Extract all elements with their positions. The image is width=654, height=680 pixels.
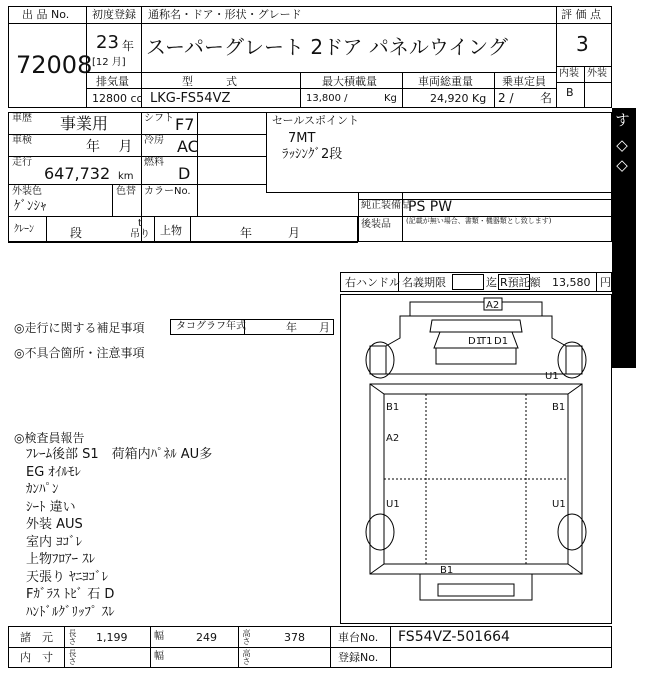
displacement-value: 12800 cc — [92, 92, 143, 105]
name-label: 通称名・ドア・形状・グレード — [148, 8, 302, 21]
color-no-label: カラーNo. — [144, 186, 191, 197]
crane-label: ｸﾚｰﾝ — [14, 224, 34, 235]
inspector-line: ｶﾝﾊﾟﾝ — [26, 482, 59, 497]
history-value: 事業用 — [60, 114, 109, 133]
recycle-deposit-unit: 円 — [600, 276, 611, 289]
score-label: 評 価 点 — [561, 8, 601, 21]
length-value: 1,199 — [96, 631, 128, 644]
chassis-value: FS54VZ-501664 — [398, 629, 510, 645]
lot-number: 72008 — [16, 51, 93, 79]
inspector-line: 外装 AUS — [26, 517, 83, 532]
interior-grade: B — [566, 86, 574, 99]
shift-label: シフト — [144, 113, 174, 124]
driving-notes-title: ◎走行に関する補足事項 — [14, 321, 145, 335]
exterior-grade-label: 外装 — [587, 68, 607, 79]
ac-value: AC — [177, 137, 199, 156]
mark-b1-rear: B1 — [440, 565, 454, 576]
equipment-value: PS PW — [408, 199, 453, 215]
capacity-label: 乗車定員 — [502, 75, 546, 88]
height-label: 高さ — [242, 629, 251, 645]
tachograph-value: 年 月 — [286, 321, 330, 334]
sales-point-1: 7MT — [288, 131, 316, 146]
shift-value: F7 — [175, 115, 195, 134]
name-change-label: 名義期限 — [402, 276, 446, 289]
mark-d1-left: D1 — [468, 336, 483, 347]
mark-u1-front-right: U1 — [545, 371, 559, 382]
chassis-label: 車台No. — [338, 631, 379, 644]
inspector-title: ◎検査員報告 — [14, 431, 85, 445]
mileage-unit: km — [118, 171, 134, 182]
inspector-line: 天張り ﾔﾆﾖｺﾞﾚ — [26, 569, 109, 585]
ac-label: 冷房 — [144, 135, 164, 146]
inner-size-label: 内 寸 — [20, 651, 53, 664]
max-load-unit: Kg — [384, 93, 397, 104]
displacement-label: 排気量 — [96, 75, 129, 88]
right-hand-label: 右ハンドル — [345, 276, 400, 289]
inspection-label: 車検 — [12, 135, 32, 146]
recycle-deposit-label: R預託額 — [500, 276, 541, 289]
retrofit-label: 後装品 — [361, 219, 391, 230]
capacity-unit: 名 — [540, 91, 553, 105]
height-value: 378 — [284, 631, 305, 644]
location-notice — [612, 108, 652, 368]
crane-row — [8, 216, 358, 242]
upper-body-label: 上物 — [160, 224, 182, 237]
mark-u1-rear-left: U1 — [386, 499, 400, 510]
color-change-label: 色替 — [116, 186, 136, 197]
inspector-line: ﾌﾚｰﾑ後部 S1 荷箱内ﾊﾟﾈﾙ AU多 — [26, 447, 213, 462]
inspector-line: Fｶﾞﾗｽ ﾄﾋﾞ 石 D — [26, 587, 115, 602]
max-load-label: 最大積載量 — [322, 75, 377, 88]
mark-u1-rear-right: U1 — [552, 499, 566, 510]
interior-grade-label: 内装 — [559, 68, 579, 79]
name-change-box — [452, 274, 484, 290]
max-load-value: 13,800 / — [306, 93, 348, 104]
upper-body-value: 年 月 — [240, 226, 301, 240]
fuel-label: 燃料 — [144, 157, 164, 168]
gross-weight-label: 車両総重量 — [418, 75, 473, 88]
first-reg-label: 初度登録 — [92, 8, 136, 21]
mark-b1-right: B1 — [552, 402, 566, 413]
inspector-line: ﾊﾝﾄﾞﾙｸﾞﾘｯﾌﾟ ｽﾚ — [26, 604, 115, 620]
inspection-value: 年 月 — [86, 139, 133, 155]
crane-stage: 段 — [70, 226, 83, 240]
ext-color-label: 外装色 — [12, 186, 42, 197]
inspector-line: ｼｰﾄ 違い — [26, 499, 76, 515]
registration-label: 登録No. — [338, 651, 379, 664]
crane-ton: t — [138, 218, 142, 229]
equipment-label: 純正装備品 — [361, 200, 411, 211]
inner-height-label: 高さ — [242, 649, 251, 665]
sales-point-label: セールスポイント — [272, 114, 360, 127]
inner-width-label: 幅 — [154, 651, 164, 662]
year-unit: 年 — [122, 39, 135, 53]
sales-point-2: ﾗｯｼﾝｸﾞ2段 — [282, 147, 343, 162]
inner-length-label: 長さ — [68, 649, 77, 665]
mark-a2-left: A2 — [386, 433, 400, 444]
width-label: 幅 — [154, 631, 164, 642]
spec-label: 諸 元 — [20, 631, 53, 644]
mark-a2-top: A2 — [486, 300, 500, 311]
mark-d1-right: D1 — [494, 336, 509, 347]
lot-label: 出 品 No. — [22, 8, 70, 21]
retrofit-note: (記載が無い場合、書類・機器類とし致します) — [406, 217, 552, 225]
defects-title: ◎不具合箇所・注意事項 — [14, 346, 145, 360]
score-value: 3 — [576, 32, 589, 56]
inspector-line: EG ｵｲﾙﾓﾚ — [26, 464, 81, 480]
gross-weight-value: 24,920 Kg — [430, 92, 487, 105]
vehicle-name: スーパーグレート 2ドア パネルウイング — [146, 35, 508, 59]
crane-suspend: 吊り — [130, 229, 150, 240]
mark-b1-left: B1 — [386, 402, 400, 413]
fuel-value: D — [178, 164, 191, 183]
owner-label: 迄 — [486, 276, 497, 289]
mileage-value: 647,732 — [44, 164, 111, 183]
inspector-line: 上物ﾌﾛｱｰ ｽﾚ — [26, 552, 96, 567]
width-value: 249 — [196, 631, 217, 644]
mileage-label: 走行 — [12, 157, 32, 168]
inspector-line: 室内 ﾖｺﾞﾚ — [26, 534, 83, 550]
recycle-deposit-value: 13,580 — [552, 276, 591, 289]
first-reg-year: 23 — [96, 32, 119, 53]
first-reg-month: [12 月] — [92, 57, 126, 68]
model-label: 型 式 — [182, 75, 237, 88]
ext-color-value: ｹﾞﾝｼｬ — [14, 199, 47, 214]
history-label: 車歴 — [12, 113, 32, 124]
capacity-value: 2 / — [498, 91, 514, 105]
tachograph-label: タコグラフ年式 — [176, 321, 246, 332]
length-label: 長さ — [68, 629, 77, 645]
location-notice-text: ◇◇ 現車は名古屋会場にあります ◇◇ — [613, 112, 652, 363]
mark-t1: T1 — [480, 336, 493, 347]
model-value: LKG-FS54VZ — [150, 91, 231, 106]
